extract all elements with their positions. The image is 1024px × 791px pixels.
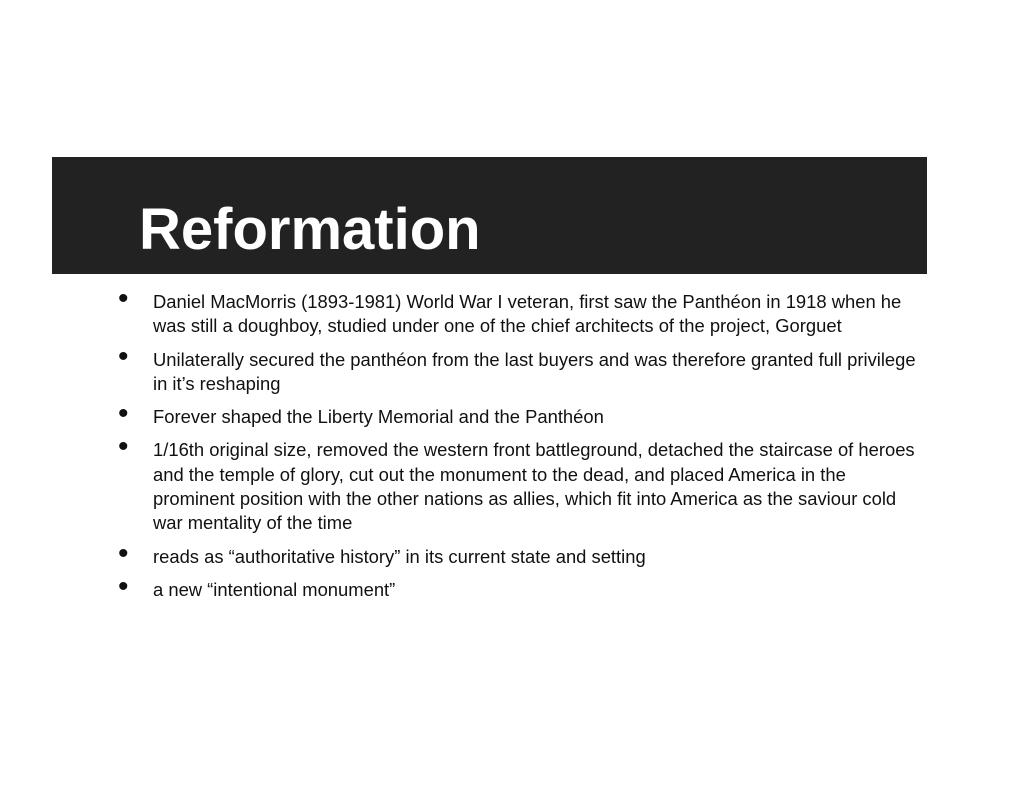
bullet-marker: • <box>118 536 129 570</box>
bullet-item <box>0 569 1024 603</box>
bullet-text: Unilaterally secured the panthéon from the last buyers and was therefore granted full privilege in it’s reshaping <box>153 348 916 394</box>
bullet-item <box>0 430 1024 535</box>
bullet-item <box>0 282 1024 339</box>
bullet-marker: • <box>118 339 129 373</box>
slide-title: Reformation <box>139 197 481 262</box>
bullet-item <box>0 536 1024 570</box>
bullet-marker: • <box>118 282 129 315</box>
bullet-text: a new “intentional monument” <box>153 578 396 600</box>
bullet-list <box>0 282 1024 611</box>
bullet-item <box>0 397 1024 431</box>
bullet-text: reads as “authoritative history” in its current state and setting <box>153 545 646 567</box>
bullet-marker: • <box>118 430 129 464</box>
bullet-marker: • <box>118 569 129 603</box>
bullet-text: Forever shaped the Liberty Memorial and the Panthéon <box>153 406 604 428</box>
title-bar <box>52 157 927 274</box>
bullet-item <box>0 339 1024 397</box>
bullet-text: 1/16th original size, removed the western front battleground, detached the staircase of heroes and the temple of glory, cut out the monument to the dead, and placed America in the prominent position with the other nations as allies, which fit into America as the saviour cold war mentality of the time <box>153 439 915 534</box>
bullet-marker: • <box>118 397 129 431</box>
bullet-text: Daniel MacMorris (1893-1981) World War I veteran, first saw the Panthéon in 1918 when he was still a doughboy, studied under one of the chief architects of the project, Gorguet <box>153 291 902 337</box>
